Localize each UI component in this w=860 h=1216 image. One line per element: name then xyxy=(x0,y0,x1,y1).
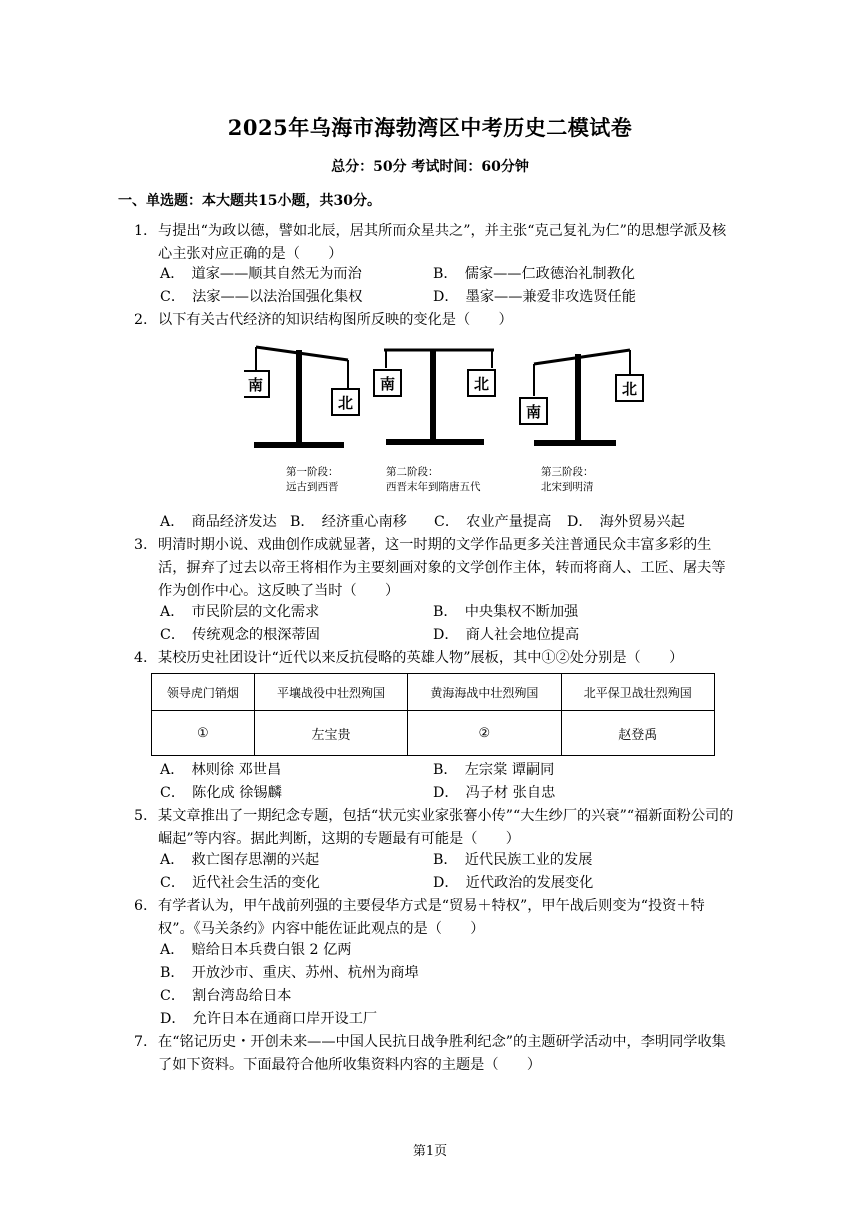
question-2 xyxy=(134,309,734,332)
table-cell: 左宝贵 xyxy=(254,711,407,756)
question-text: 与提出“为政以德，譬如北辰，居其所而众星共之”，并主张“克己复礼为仁”的思想学派及核心主张对应正确的是（ ） xyxy=(158,223,727,262)
question-text: 以下有关古代经济的知识结构图所反映的变化是（ ） xyxy=(158,312,513,328)
question-number: 2. xyxy=(134,312,148,328)
q3-option-a: A． 市民阶层的文化需求 xyxy=(160,604,320,620)
q1-option-d: D． 墨家——兼爱非攻选贤任能 xyxy=(433,289,636,305)
table-cell: ① xyxy=(152,711,255,756)
table-cell: ② xyxy=(408,711,561,756)
q4-option-b: B． 左宗棠 谭嗣同 xyxy=(433,762,555,778)
stage-1-title: 第一阶段： xyxy=(286,466,339,478)
north-label-1: 北 xyxy=(337,394,354,412)
stage-1-period: 远古到西晋 xyxy=(286,481,339,493)
q6-option-b: B． 开放沙市、重庆、苏州、杭州为商埠 xyxy=(160,965,419,981)
question-text: 在“铭记历史・开创未来——中国人民抗日战争胜利纪念”的主题研学活动中，李明同学收集了如下资料。下面最符合他所收集资料内容的主题是（ ） xyxy=(158,1034,726,1073)
q5-option-c: C． 近代社会生活的变化 xyxy=(160,875,320,891)
q4-option-a: A． 林则徐 邓世昌 xyxy=(160,762,282,778)
south-label-1: 南 xyxy=(247,376,264,394)
balance-scales-illustration xyxy=(244,338,644,463)
q3-option-b: B． 中央集权不断加强 xyxy=(433,604,579,620)
q2-option-b: B． 经济重心南移 xyxy=(290,514,407,530)
question-number: 5. xyxy=(134,808,148,824)
section-title: 一、单选题：本大题共15小题，共30分。 xyxy=(118,193,381,209)
table-row xyxy=(152,711,715,756)
question-text: 某校历史社团设计“近代以来反抗侵略的英雄人物”展板，其中①②处分别是（ ） xyxy=(158,650,684,666)
q4-option-d: D． 冯子材 张自忠 xyxy=(433,785,556,801)
north-label-3: 北 xyxy=(621,380,638,398)
q2-option-d: D． 海外贸易兴起 xyxy=(567,514,685,530)
table-header-row xyxy=(152,674,715,711)
south-label-3: 南 xyxy=(525,403,542,421)
q6-option-c: C． 割台湾岛给日本 xyxy=(160,988,292,1004)
question-number: 7. xyxy=(134,1034,148,1050)
q1-option-a: A． 道家——顺其自然无为而治 xyxy=(160,266,362,282)
table-cell: 赵登禹 xyxy=(561,711,714,756)
question-number: 1. xyxy=(134,223,148,239)
question-number: 3. xyxy=(134,537,148,553)
table-header-cell: 领导虎门销烟 xyxy=(152,674,255,711)
table-header-cell: 平壤战役中壮烈殉国 xyxy=(254,674,407,711)
scale-stage-2 xyxy=(374,350,495,445)
south-label-2: 南 xyxy=(379,375,396,393)
question-3 xyxy=(134,534,734,603)
exam-title: 2025年乌海市海勃湾区中考历史二模试卷 xyxy=(227,115,633,140)
question-6 xyxy=(134,895,734,941)
scale-stage-3 xyxy=(520,350,643,446)
question-number: 4. xyxy=(134,650,148,666)
q3-option-d: D． 商人社会地位提高 xyxy=(433,627,580,643)
q2-option-c: C． 农业产量提高 xyxy=(434,514,552,530)
stage-3-caption xyxy=(541,465,594,495)
stage-3-title: 第三阶段： xyxy=(541,466,594,478)
question-4 xyxy=(134,647,734,670)
q5-option-a: A． 救亡图存思潮的兴起 xyxy=(160,852,320,868)
stage-1-caption xyxy=(286,465,339,495)
question-7 xyxy=(134,1031,734,1077)
table-header-cell: 黄海海战中壮烈殉国 xyxy=(408,674,561,711)
table-header-cell: 北平保卫战壮烈殉国 xyxy=(561,674,714,711)
question-text: 某文章推出了一期纪念专题，包括“状元实业家张謇小传”“大生纱厂的兴衰”“福新面粉公司的崛起”等内容。据此判断，这期的专题最有可能是（ ） xyxy=(158,808,734,847)
q6-option-a: A． 赔给日本兵费白银 2 亿两 xyxy=(160,942,352,958)
economy-balance-figure xyxy=(244,338,644,503)
exam-subtitle: 总分：50分 考试时间：60分钟 xyxy=(331,159,529,175)
q4-option-c: C． 陈化成 徐锡麟 xyxy=(160,785,282,801)
question-text: 有学者认为，甲午战前列强的主要侵华方式是“贸易＋特权”，甲午战后则变为“投资＋特权”。《马关条约》内容中能佐证此观点的是（ ） xyxy=(158,898,705,937)
stage-2-caption xyxy=(386,465,481,495)
q5-option-b: B． 近代民族工业的发展 xyxy=(433,852,593,868)
question-number: 6. xyxy=(134,898,148,914)
heroes-table xyxy=(151,673,715,756)
question-1 xyxy=(134,220,734,266)
question-5 xyxy=(134,805,734,851)
q1-option-b: B． 儒家——仁政德治礼制教化 xyxy=(433,266,635,282)
q6-option-d: D． 允许日本在通商口岸开设工厂 xyxy=(160,1011,378,1027)
stage-2-title: 第二阶段： xyxy=(386,466,439,478)
q2-option-a: A． 商品经济发达 xyxy=(160,514,277,530)
page-number: 第1页 xyxy=(412,1144,448,1159)
north-label-2: 北 xyxy=(473,375,490,393)
stage-2-period: 西晋末年到隋唐五代 xyxy=(386,481,481,493)
q1-option-c: C． 法家——以法治国强化集权 xyxy=(160,289,363,305)
question-text: 明清时期小说、戏曲创作成就显著，这一时期的文学作品更多关注普通民众丰富多彩的生活，摒弃了过去以帝王将相作为主要刻画对象的文学创作主体，转而将商人、工匠、屠夫等作为创作中心。这反映了当时（ ） xyxy=(158,537,726,599)
q5-option-d: D． 近代政治的发展变化 xyxy=(433,875,594,891)
stage-3-period: 北宋到明清 xyxy=(541,481,594,493)
q3-option-c: C． 传统观念的根深蒂固 xyxy=(160,627,320,643)
